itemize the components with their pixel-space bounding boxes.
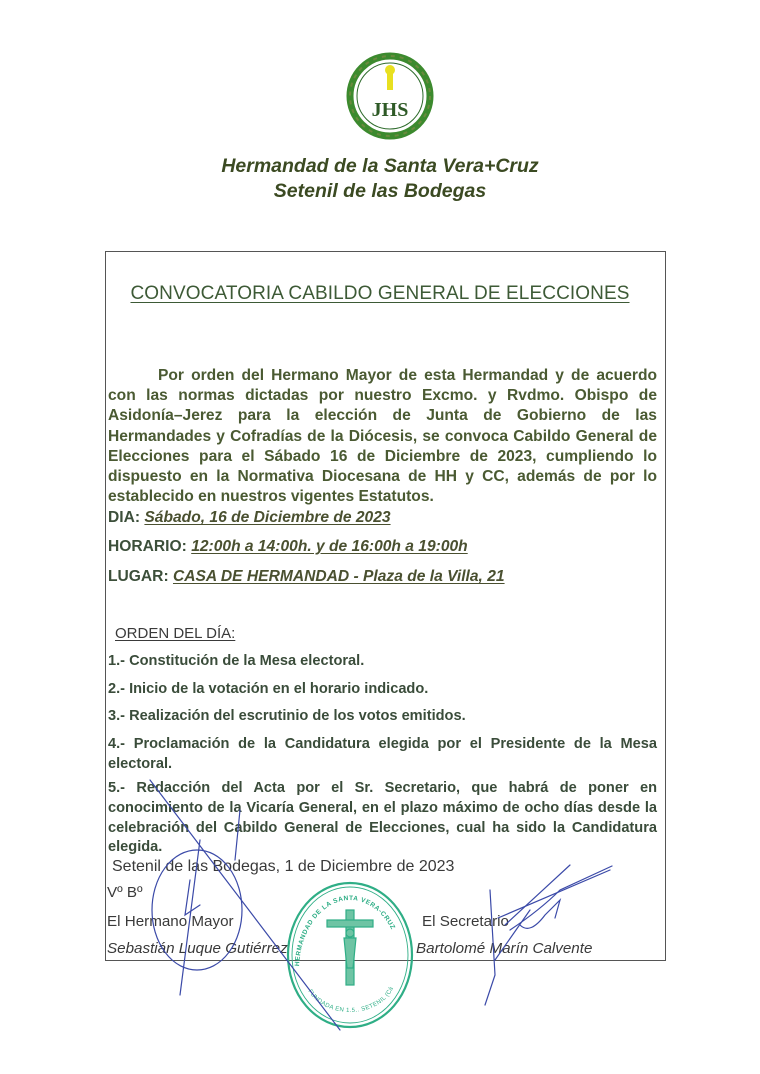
right-signer-name: Bartolomé Marín Calvente [416, 940, 593, 957]
detail-place [108, 568, 505, 586]
left-signer-name: Sebastián Luque Gutiérrez [107, 940, 288, 957]
jhs-emblem-icon [345, 52, 435, 140]
agenda-item: 4.- Proclamación de la Candidatura elegida por el Presidente de la Mesa electoral. [108, 736, 657, 772]
detail-value: CASA DE HERMANDAD - Plaza de la Villa, 21 [172, 568, 505, 585]
detail-value: 12:00h a 14:00h. y de 16:00h a 19:00h [191, 538, 468, 555]
detail-label: HORARIO: [108, 538, 187, 555]
agenda-item: 5.- Redacción del Acta por el Sr. Secretario, que habrá de poner en conocimiento de la Vicaría General, en el plazo máximo de ocho días desde la celebración del Cabildo General de Elecciones, cual ha sido la Candidatura elegida. [108, 780, 657, 856]
place-date: Setenil de las Bodegas, 1 de Diciembre de 2023 [112, 858, 455, 875]
left-signer-role: El Hermano Mayor [107, 913, 234, 930]
right-signer-role: El Secretario [422, 913, 509, 930]
brotherhood-stamp [285, 880, 415, 1030]
detail-schedule [108, 538, 468, 556]
agenda-item: 1.- Constitución de la Mesa electoral. [108, 653, 365, 669]
stamp-text-bottom: FUNDADA EN 1.5.. SETENIL (Cá [306, 985, 396, 1015]
organization-location: Setenil de las Bodegas [273, 180, 487, 202]
logo-monogram: JHS [371, 99, 409, 121]
detail-label: DIA: [108, 509, 141, 526]
crucifix-icon [327, 910, 373, 985]
notice-body [108, 366, 657, 507]
detail-day [108, 509, 391, 527]
agenda-item: 2.- Inicio de la votación en el horario indicado. [108, 681, 429, 697]
agenda-title: ORDEN DEL DÍA: [115, 625, 236, 642]
organization-name: Hermandad de la Santa Vera+Cruz [221, 155, 539, 177]
notice-title: CONVOCATORIA CABILDO GENERAL DE ELECCIONES [130, 283, 630, 304]
approval-mark: Vº Bº [107, 884, 143, 901]
stamp-text-top: HERMANDAD DE LA SANTA VERA-CRUZ [294, 894, 397, 967]
notice-body-text: Por orden del Hermano Mayor de esta Hermandad y de acuerdo con las normas dictadas por nuestro Excmo. y Rvdmo. Obispo de Asidonía–Jerez para la elección de Junta de Gobierno de las Hermandades y Cofradías de la Diócesis, se convoca Cabildo General de Elecciones para el Sábado 16 de Diciembre de 2023, cumpliendo lo dispuesto en la Normativa Diocesana de HH y CC, además de por lo establecido en nuestros vigentes Estatutos. [108, 367, 657, 506]
detail-value: Sábado, 16 de Diciembre de 2023 [144, 509, 391, 526]
agenda-item: 3.- Realización del escrutinio de los votos emitidos. [108, 708, 466, 724]
detail-label: LUGAR: [108, 568, 169, 585]
